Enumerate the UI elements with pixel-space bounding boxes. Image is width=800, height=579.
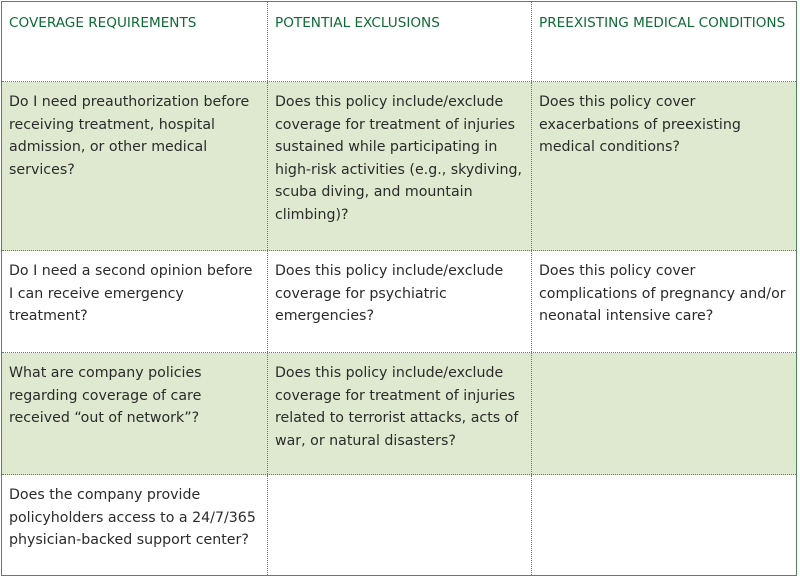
table-cell: Do I need a second opinion before I can receive emergency treatment?	[2, 251, 268, 352]
table-cell	[268, 475, 532, 575]
table-cell: Does this policy cover exacerbations of preexisting medical conditions?	[539, 94, 741, 155]
table-row	[2, 475, 796, 575]
table-cell: Does the company provide policyholders access to a 24/7/365 physician-backed support center?	[2, 475, 268, 575]
table-cell: Does this policy include/exclude coverage for treatment of injuries sustained while participating in high-risk activities (e.g., skydiving, scuba diving, and mountain climbing)?	[268, 82, 532, 250]
table-header-row	[2, 2, 796, 82]
header-coverage-requirements: COVERAGE REQUIREMENTS	[2, 2, 268, 81]
table-cell: What are company policies regarding coverage of care received “out of network”?	[2, 353, 268, 474]
table-cell	[532, 475, 796, 575]
header-potential-exclusions: POTENTIAL EXCLUSIONS	[268, 2, 532, 81]
table-cell: Does this policy cover complications of pregnancy and/or neonatal intensive care?	[539, 263, 786, 324]
table-cell: Does this policy include/exclude coverage for treatment of injuries related to terrorist attacks, acts of war, or natural disasters?	[268, 353, 532, 474]
table-row	[2, 353, 796, 475]
coverage-questions-table	[1, 1, 797, 576]
table-row	[2, 251, 796, 353]
table-cell: Does this policy include/exclude coverage for psychiatric emergencies?	[268, 251, 532, 352]
table-row	[2, 82, 796, 251]
table-cell: Do I need preauthorization before receiving treatment, hospital admission, or other medical services?	[2, 82, 268, 250]
table-cell	[532, 353, 796, 474]
header-preexisting-conditions: PREEXISTING MEDICAL CONDITIONS	[539, 15, 786, 31]
